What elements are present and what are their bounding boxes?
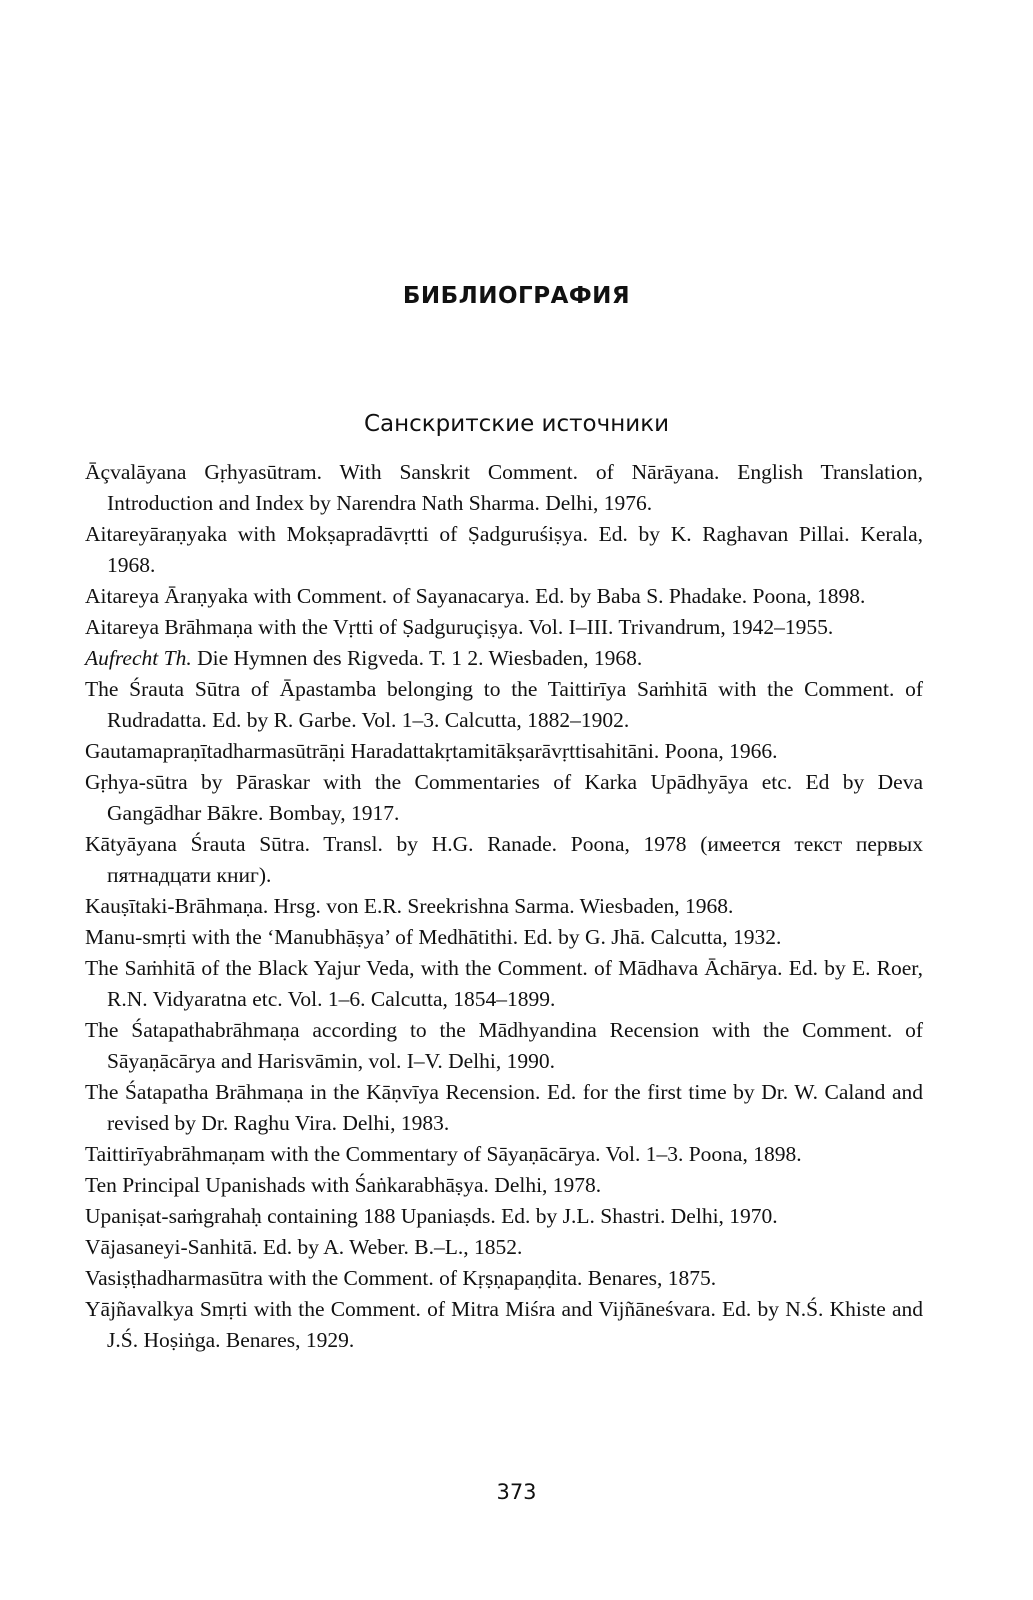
bibliography-entry <box>85 922 923 953</box>
bibliography-entry <box>85 1077 923 1139</box>
bibliography-entry <box>85 953 923 1015</box>
page-number: 373 <box>496 1480 537 1504</box>
bibliography-author: Aufrecht Th. <box>85 646 192 670</box>
bibliography-text: Vājasaneyi-Sanhitā. Ed. by A. Weber. B.–L., 1852. <box>85 1235 523 1259</box>
bibliography-entry <box>85 1139 923 1170</box>
bibliography-text: Kātyāyana Śrauta Sūtra. Transl. by H.G. Ranade. Poona, 1978 (имеется текст первых пятнадцати книг). <box>85 832 923 887</box>
bibliography-text: Upaniṣat-saṁgrahaḥ containing 188 Upaniaṣds. Ed. by J.L. Shastri. Delhi, 1970. <box>85 1204 778 1228</box>
bibliography-entry <box>85 1015 923 1077</box>
bibliography-entry <box>85 519 923 581</box>
bibliography-text: The Śrauta Sūtra of Āpastamba belonging to the Taittirīya Saṁhitā with the Comment. of Rudradatta. Ed. by R. Garbe. Vol. 1–3. Calcutta, 1882–1902. <box>85 677 923 732</box>
bibliography-entry <box>85 736 923 767</box>
bibliography-text: Kauṣītaki-Brāhmaṇa. Hrsg. von E.R. Sreekrishna Sarma. Wiesbaden, 1968. <box>85 894 734 918</box>
bibliography-entry <box>85 581 923 612</box>
bibliography-text: The Śatapathabrāhmaṇa according to the Mādhyandina Recension with the Comment. of Sāyaṇācārya and Harisvāmin, vol. I–V. Delhi, 1990. <box>85 1018 923 1073</box>
bibliography-entry <box>85 643 923 674</box>
bibliography-text: Aitareya Āraṇyaka with Comment. of Sayanacarya. Ed. by Baba S. Phadake. Poona, 1898. <box>85 584 866 608</box>
bibliography-text: Taittirīyabrāhmaṇam with the Commentary of Sāyaṇācārya. Vol. 1–3. Poona, 1898. <box>85 1142 802 1166</box>
bibliography-entry <box>85 829 923 891</box>
bibliography-text: The Saṁhitā of the Black Yajur Veda, with the Comment. of Mādhava Āchārya. Ed. by E. Roer, R.N. Vidyaratna etc. Vol. 1–6. Calcutta, 1854–1899. <box>85 956 923 1011</box>
bibliography-entry <box>85 1232 923 1263</box>
bibliography-text: Vasiṣṭhadharmasūtra with the Comment. of Kṛṣṇapaṇḍita. Benares, 1875. <box>85 1266 717 1290</box>
bibliography-entry <box>85 1263 923 1294</box>
bibliography-entry <box>85 767 923 829</box>
bibliography-text: Manu-smṛti with the ‘Manubhāṣya’ of Medhātithi. Ed. by G. Jhā. Calcutta, 1932. <box>85 925 782 949</box>
bibliography-entry <box>85 457 923 519</box>
bibliography-entry <box>85 612 923 643</box>
bibliography-entry <box>85 891 923 922</box>
bibliography-text: Ten Principal Upanishads with Śaṅkarabhāṣya. Delhi, 1978. <box>85 1173 602 1197</box>
bibliography-text: The Śatapatha Brāhmaṇa in the Kāṇvīya Recension. Ed. for the first time by Dr. W. Caland and revised by Dr. Raghu Vira. Delhi, 1983. <box>85 1080 923 1135</box>
bibliography-text: Gṛhya-sūtra by Pāraskar with the Commentaries of Karka Upādhyāya etc. Ed by Deva Gangādhar Bākre. Bombay, 1917. <box>85 770 923 825</box>
bibliography-text: Gautamapraṇītadharmasūtrāṇi Haradattakṛtamitākṣarāvṛttisahitāni. Poona, 1966. <box>85 739 778 763</box>
section-title: Санскритские источники <box>363 411 670 437</box>
page-title: БИБЛИОГРАФИЯ <box>402 283 631 309</box>
bibliography-entry <box>85 1201 923 1232</box>
bibliography-text: Die Hymnen des Rigveda. T. 1 2. Wiesbaden, 1968. <box>191 646 643 670</box>
bibliography-text: Yājñavalkya Smṛti with the Comment. of Mitra Miśra and Vijñāneśvara. Ed. by N.Ś. Khiste and J.Ś. Hoṣiṅga. Benares, 1929. <box>85 1297 923 1352</box>
bibliography-entry <box>85 1294 923 1356</box>
bibliography-text: Aitareya Brāhmaṇa with the Vṛtti of Ṣadguruçiṣya. Vol. I–III. Trivandrum, 1942–1955. <box>85 615 834 639</box>
bibliography-text: Āçvalāyana Gṛhyasūtram. With Sanskrit Comment. of Nārāyana. English Translation, Introduction and Index by Narendra Nath Sharma. Delhi, 1976. <box>85 460 923 515</box>
bibliography-entry <box>85 674 923 736</box>
bibliography-text: Aitareyāraṇyaka with Mokṣapradāvṛtti of Ṣadguruśiṣya. Ed. by K. Raghavan Pillai. Kerala, 1968. <box>85 522 923 577</box>
bibliography-entry <box>85 1170 923 1201</box>
bibliography-list <box>85 457 923 1356</box>
